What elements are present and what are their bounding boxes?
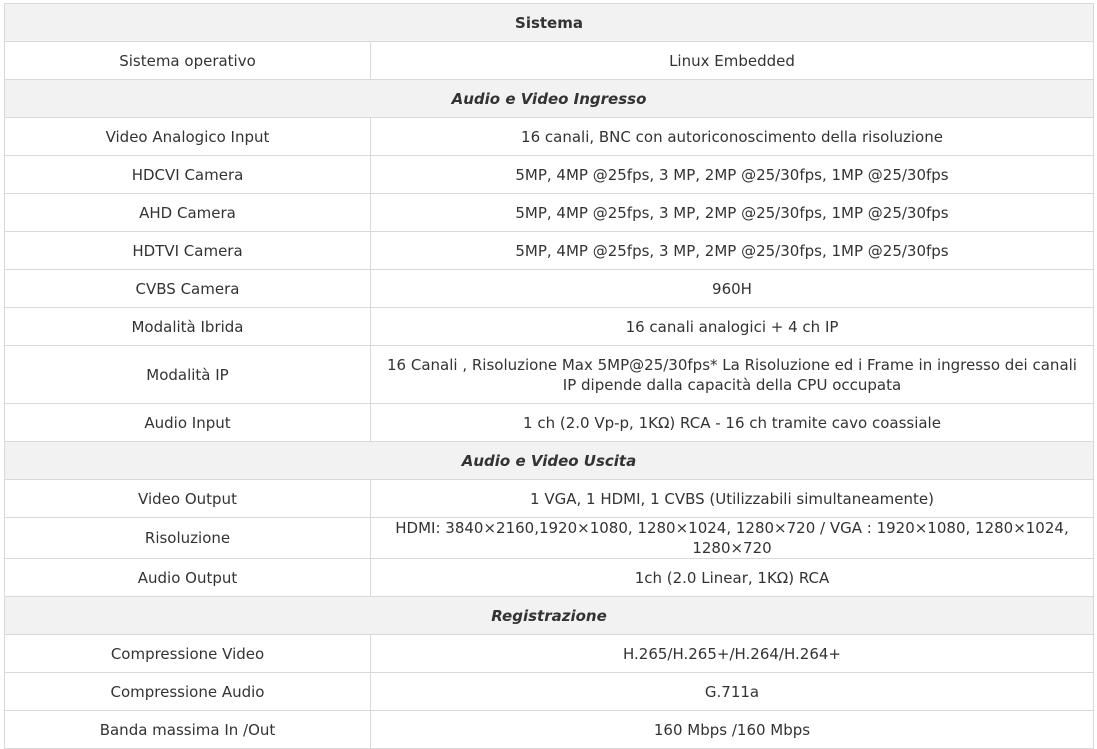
table-row	[5, 673, 1094, 711]
row-label: AHD Camera	[5, 194, 371, 232]
row-label: Compressione Video	[5, 635, 371, 673]
row-value: 5MP, 4MP @25fps, 3 MP, 2MP @25/30fps, 1MP @25/30fps	[371, 156, 1094, 194]
row-value: Linux Embedded	[371, 42, 1094, 80]
row-value: 1 VGA, 1 HDMI, 1 CVBS (Utilizzabili simultaneamente)	[371, 480, 1094, 518]
table-row	[5, 480, 1094, 518]
table-row	[5, 42, 1094, 80]
row-value: 16 canali, BNC con autoriconoscimento della risoluzione	[371, 118, 1094, 156]
row-label: Risoluzione	[5, 518, 371, 559]
row-label: HDTVI Camera	[5, 232, 371, 270]
row-value: 16 canali analogici + 4 ch IP	[371, 308, 1094, 346]
table-row	[5, 308, 1094, 346]
section-header	[5, 80, 1094, 118]
table-row	[5, 711, 1094, 749]
row-label: Video Output	[5, 480, 371, 518]
row-label: Audio Output	[5, 559, 371, 597]
row-label: Sistema operativo	[5, 42, 371, 80]
row-label: Banda massima In /Out	[5, 711, 371, 749]
row-value: 16 Canali , Risoluzione Max 5MP@25/30fps* La Risoluzione ed i Frame in ingresso dei canali IP dipende dalla capacità della CPU occupata	[371, 346, 1094, 404]
spec-table	[4, 3, 1094, 749]
section-title: Sistema	[5, 4, 1094, 42]
section-title: Audio e Video Uscita	[5, 442, 1094, 480]
table-row	[5, 118, 1094, 156]
section-title: Audio e Video Ingresso	[5, 80, 1094, 118]
row-value: HDMI: 3840×2160,1920×1080, 1280×1024, 1280×720 / VGA : 1920×1080, 1280×1024, 1280×720	[371, 518, 1094, 559]
row-value: 5MP, 4MP @25fps, 3 MP, 2MP @25/30fps, 1MP @25/30fps	[371, 232, 1094, 270]
section-title: Registrazione	[5, 597, 1094, 635]
row-label: Compressione Audio	[5, 673, 371, 711]
row-value: 160 Mbps /160 Mbps	[371, 711, 1094, 749]
row-value: 960H	[371, 270, 1094, 308]
row-label: CVBS Camera	[5, 270, 371, 308]
section-header	[5, 442, 1094, 480]
table-row	[5, 635, 1094, 673]
row-label: Audio Input	[5, 404, 371, 442]
row-label: HDCVI Camera	[5, 156, 371, 194]
row-value: G.711a	[371, 673, 1094, 711]
table-row	[5, 156, 1094, 194]
table-row	[5, 194, 1094, 232]
row-value: 1 ch (2.0 Vp-p, 1KΩ) RCA - 16 ch tramite cavo coassiale	[371, 404, 1094, 442]
table-row	[5, 518, 1094, 559]
row-value: 5MP, 4MP @25fps, 3 MP, 2MP @25/30fps, 1MP @25/30fps	[371, 194, 1094, 232]
table-row	[5, 346, 1094, 404]
row-value: H.265/H.265+/H.264/H.264+	[371, 635, 1094, 673]
row-value: 1ch (2.0 Linear, 1KΩ) RCA	[371, 559, 1094, 597]
row-label: Modalità Ibrida	[5, 308, 371, 346]
table-row	[5, 270, 1094, 308]
row-label: Modalità IP	[5, 346, 371, 404]
spec-table-body	[5, 4, 1094, 749]
section-header	[5, 597, 1094, 635]
section-header	[5, 4, 1094, 42]
table-row	[5, 559, 1094, 597]
table-row	[5, 232, 1094, 270]
table-row	[5, 404, 1094, 442]
row-label: Video Analogico Input	[5, 118, 371, 156]
